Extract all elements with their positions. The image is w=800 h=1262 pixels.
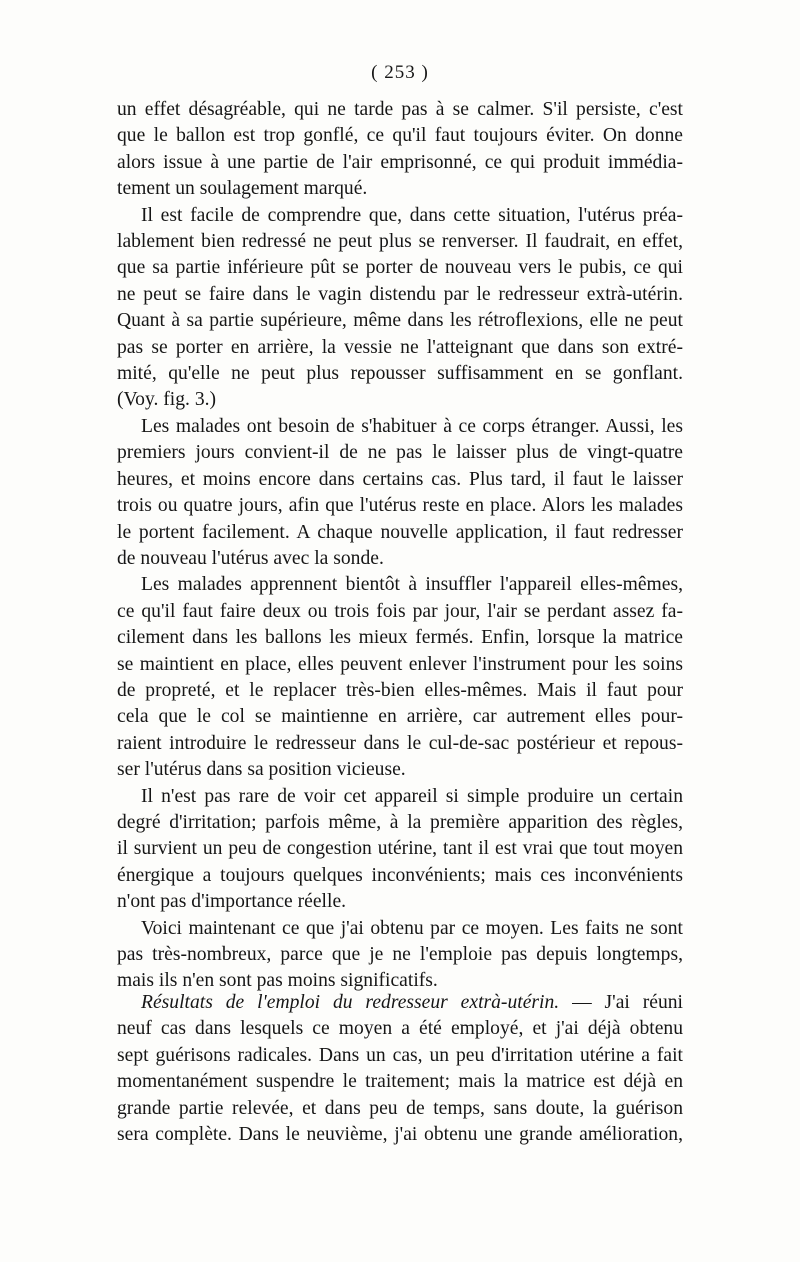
text-line: sera complète. Dans le neuvième, j'ai obtenu une grande amélioration, bbox=[117, 1124, 683, 1146]
text-line: mité, qu'elle ne peut plus repousser suffisamment en se gonflant. bbox=[117, 363, 683, 385]
results-first-line bbox=[117, 990, 683, 1016]
text-line: que le ballon est trop gonflé, ce qu'il faut toujours éviter. On donne bbox=[117, 125, 683, 147]
text-line: Il n'est pas rare de voir cet appareil si simple produire un certain bbox=[141, 785, 683, 807]
text-line: se maintient en place, elles peuvent enlever l'instrument pour les soins bbox=[117, 653, 683, 675]
text-line: Quant à sa partie supérieure, même dans les rétroflexions, elle ne peut bbox=[117, 310, 683, 332]
paragraph-6 bbox=[117, 916, 683, 995]
text-line: lablement bien redressé ne peut plus se renverser. Il faudrait, en effet, bbox=[117, 231, 683, 253]
results-section bbox=[117, 990, 683, 1148]
text-line: de propreté, et le replacer très-bien elles-mêmes. Mais il faut pour bbox=[117, 679, 683, 701]
text-line: heures, et moins encore dans certains cas. Plus tard, il faut le laisser bbox=[117, 468, 683, 490]
text-line: Les malades ont besoin de s'habituer à ce corps étranger. Aussi, les bbox=[141, 415, 683, 437]
text-line: — J'ai réuni bbox=[572, 992, 683, 1013]
results-heading: Résultats de l'emploi du redresseur extrà-utérin. bbox=[141, 992, 560, 1013]
text-line: le portent facilement. A chaque nouvelle application, il faut redresser bbox=[117, 521, 683, 543]
paragraph-5 bbox=[117, 784, 683, 916]
text-line: ser l'utérus dans sa position vicieuse. bbox=[117, 759, 406, 781]
text-line: raient introduire le redresseur dans le cul-de-sac postérieur et repous- bbox=[117, 732, 683, 754]
text-line: que sa partie inférieure pût se porter de nouveau vers le pubis, ce qui bbox=[117, 257, 683, 279]
text-line: énergique a toujours quelques inconvénients; mais ces inconvénients bbox=[117, 864, 683, 886]
text-line: cela que le col se maintienne en arrière, car autrement elles pour- bbox=[117, 706, 683, 728]
text-line: Voici maintenant ce que j'ai obtenu par ce moyen. Les faits ne sont bbox=[141, 917, 683, 939]
text-line: pas très-nombreux, parce que je ne l'emploie pas depuis longtemps, bbox=[117, 944, 683, 965]
text-line: pas se porter en arrière, la vessie ne l'atteignant que dans son extré- bbox=[117, 336, 683, 358]
text-line: Les malades apprennent bientôt à insuffler l'appareil elles-mêmes, bbox=[141, 574, 683, 596]
paragraph-3 bbox=[117, 414, 683, 572]
paragraph-4 bbox=[117, 572, 683, 783]
text-line: trois ou quatre jours, afin que l'utérus reste en place. Alors les malades bbox=[117, 495, 683, 517]
text-line: degré d'irritation; parfois même, à la première apparition des règles, bbox=[117, 811, 683, 833]
text-line: il survient un peu de congestion utérine, tant il est vrai que tout moyen bbox=[117, 838, 683, 860]
text-line: mais ils n'en sont pas moins significatifs. bbox=[117, 970, 438, 992]
text-line: ce qu'il faut faire deux ou trois fois par jour, l'air se perdant assez fa- bbox=[117, 600, 683, 622]
main-text bbox=[117, 97, 683, 995]
text-line: (Voy. fig. 3.) bbox=[117, 389, 217, 411]
results-paragraph bbox=[117, 990, 683, 1148]
text-line: ne peut se faire dans le vagin distendu par le redresseur extrà-utérin. bbox=[117, 283, 683, 305]
text-line: un effet désagréable, qui ne tarde pas à se calmer. S'il persiste, c'est bbox=[117, 99, 683, 120]
text-line: neuf cas dans lesquels ce moyen a été employé, et j'ai déjà obtenu bbox=[117, 1018, 683, 1040]
text-line: cilement dans les ballons les mieux fermés. Enfin, lorsque la matrice bbox=[117, 627, 683, 649]
text-line: alors issue à une partie de l'air emprisonné, ce qui produit immédia- bbox=[117, 151, 683, 173]
text-line: grande partie relevée, et dans peu de temps, sans doute, la guérison bbox=[117, 1097, 683, 1119]
text-line: n'ont pas d'importance réelle. bbox=[117, 891, 347, 913]
page-number: ( 253 ) bbox=[371, 62, 429, 83]
text-line: momentanément suspendre le traitement; mais la matrice est déjà en bbox=[117, 1071, 683, 1093]
text-line: Il est facile de comprendre que, dans cette situation, l'utérus préa- bbox=[141, 204, 683, 226]
text-line: sept guérisons radicales. Dans un cas, un peu d'irritation utérine a fait bbox=[117, 1044, 683, 1066]
text-line: premiers jours convient-il de ne pas le laisser plus de vingt-quatre bbox=[117, 442, 683, 464]
text-line: tement un soulagement marqué. bbox=[117, 178, 368, 200]
paragraph-2 bbox=[117, 203, 683, 414]
text-line: de nouveau l'utérus avec la sonde. bbox=[117, 547, 384, 569]
paragraph-1 bbox=[117, 97, 683, 203]
